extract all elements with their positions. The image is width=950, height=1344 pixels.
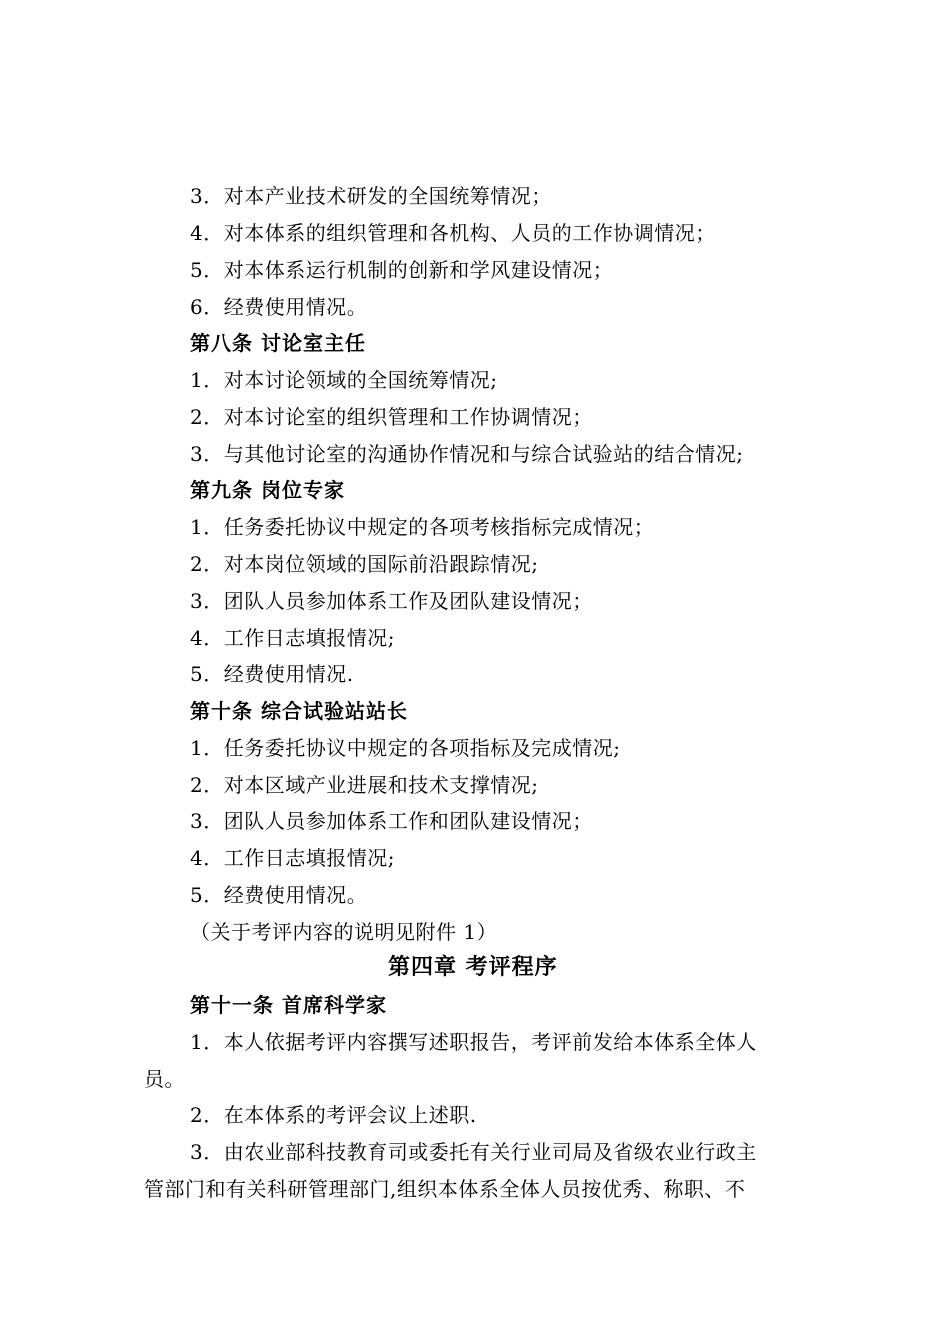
chapter-heading: 第四章 考评程序 bbox=[388, 954, 558, 980]
list-item: 4．工作日志填报情况; bbox=[190, 626, 395, 650]
paragraph-line: 员。 bbox=[144, 1067, 185, 1091]
list-item: 5．经费使用情况。 bbox=[190, 883, 368, 907]
list-item: 3．团队人员参加体系工作和团队建设情况； bbox=[190, 809, 593, 833]
list-item: 2．对本岗位领域的国际前沿跟踪情况; bbox=[190, 552, 539, 576]
paragraph-line: 2．在本体系的考评会议上述职. bbox=[190, 1103, 477, 1127]
list-item: 3．对本产业技术研发的全国统筹情况； bbox=[190, 184, 552, 208]
list-item: 2．对本讨论室的组织管理和工作协调情况； bbox=[190, 405, 593, 429]
article-heading: 第八条 讨论室主任 bbox=[190, 331, 366, 355]
list-item: 3．与其他讨论室的沟通协作情况和与综合试验站的结合情况; bbox=[190, 442, 744, 466]
list-item: 3．团队人员参加体系工作及团队建设情况； bbox=[190, 589, 593, 613]
list-item: 4．工作日志填报情况; bbox=[190, 846, 395, 870]
paragraph-line: 1．本人依据考评内容撰写述职报告，考评前发给本体系全体人 bbox=[190, 1030, 757, 1054]
list-item: 2．对本区域产业进展和技术支撑情况; bbox=[190, 773, 539, 797]
list-item: 6．经费使用情况。 bbox=[190, 295, 368, 319]
paragraph-line: 管部门和有关科研管理部门,组织本体系全体人员按优秀、称职、不 bbox=[144, 1177, 746, 1201]
article-heading: 第九条 岗位专家 bbox=[190, 478, 345, 502]
list-item: 5．对本体系运行机制的创新和学风建设情况； bbox=[190, 258, 614, 282]
note-text: （关于考评内容的说明见附件 1） bbox=[190, 920, 498, 944]
list-item: 5．经费使用情况. bbox=[190, 662, 354, 686]
list-item: 1．任务委托协议中规定的各项考核指标完成情况； bbox=[190, 515, 655, 539]
article-heading: 第十一条 首席科学家 bbox=[190, 993, 387, 1017]
list-item: 1．任务委托协议中规定的各项指标及完成情况; bbox=[190, 736, 621, 760]
article-heading: 第十条 综合试验站站长 bbox=[190, 699, 408, 723]
list-item: 1．对本讨论领域的全国统筹情况; bbox=[190, 368, 498, 392]
list-item: 4．对本体系的组织管理和各机构、人员的工作协调情况； bbox=[190, 221, 716, 245]
paragraph-line: 3．由农业部科技教育司或委托有关行业司局及省级农业行政主 bbox=[190, 1140, 757, 1164]
